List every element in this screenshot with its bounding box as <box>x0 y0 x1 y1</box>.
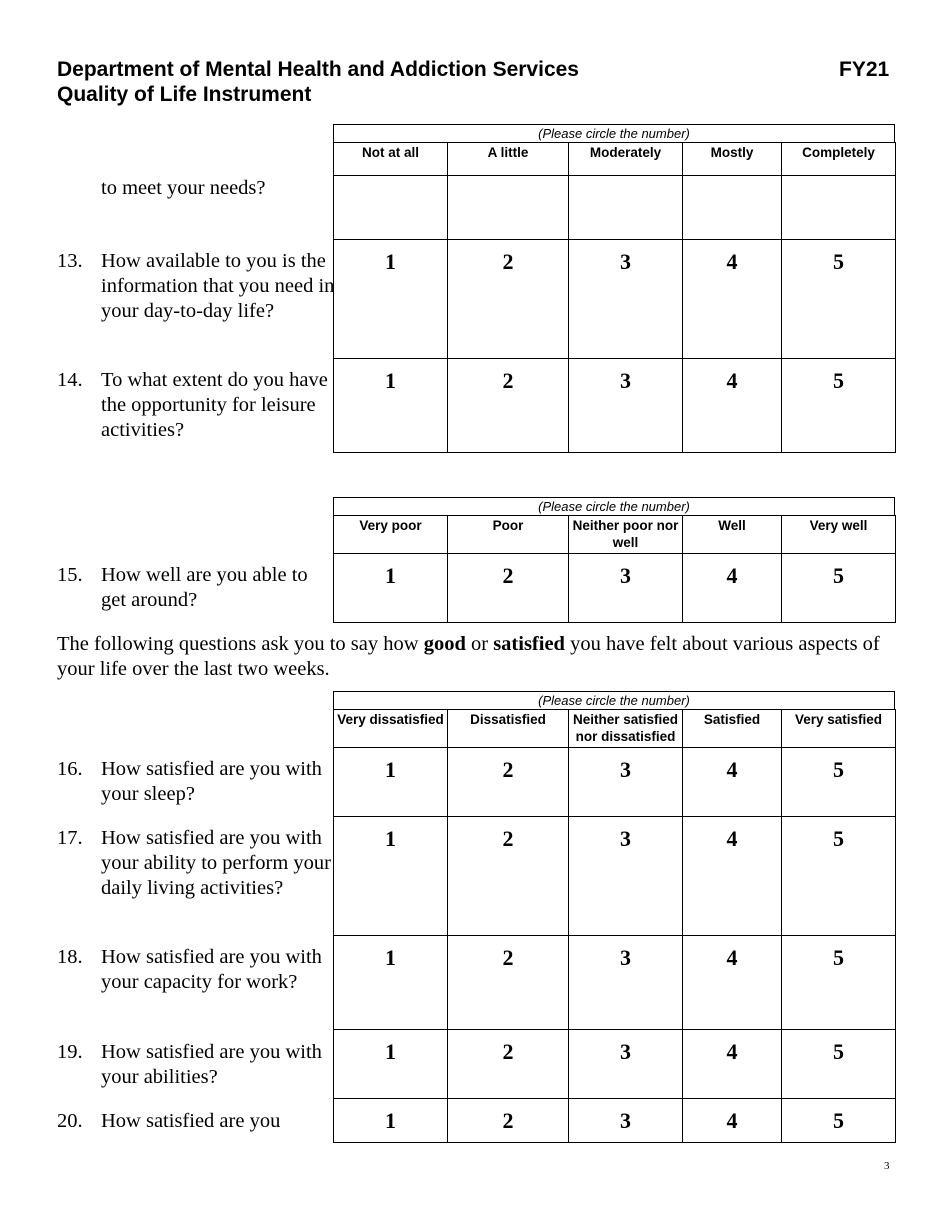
rating-option[interactable]: 4 <box>683 936 782 1030</box>
scale-header-moderately: Moderately <box>569 143 683 176</box>
scale-header-well: Well <box>683 516 782 554</box>
rating-option[interactable]: 4 <box>683 1099 782 1143</box>
table-row <box>334 176 896 240</box>
scale-header-mostly: Mostly <box>683 143 782 176</box>
rating-option[interactable]: 1 <box>334 554 448 623</box>
rating-option[interactable]: 3 <box>569 554 683 623</box>
scale-header-neither-poor-nor-well: Neither poor nor well <box>569 516 683 554</box>
response-grid-satisfaction <box>333 691 895 1143</box>
circle-instruction: (Please circle the number) <box>333 124 895 142</box>
table-row <box>334 1030 896 1099</box>
rating-option[interactable]: 5 <box>782 240 896 359</box>
rating-option[interactable]: 4 <box>683 1030 782 1099</box>
scale-header-very-poor: Very poor <box>334 516 448 554</box>
scale-header-neither-satisfied-nor-dissatisfied: Neither satisfied nor dissatisfied <box>569 710 683 748</box>
rating-option[interactable]: 5 <box>782 1030 896 1099</box>
table-row <box>334 748 896 817</box>
table-row <box>334 554 896 623</box>
rating-option[interactable]: 2 <box>448 1030 569 1099</box>
scale-header-completely: Completely <box>782 143 896 176</box>
circle-instruction: (Please circle the number) <box>333 497 895 515</box>
table-row <box>334 240 896 359</box>
rating-option[interactable]: 4 <box>683 240 782 359</box>
rating-option[interactable]: 2 <box>448 554 569 623</box>
rating-option[interactable]: 1 <box>334 817 448 936</box>
rating-option[interactable]: 3 <box>569 1099 683 1143</box>
rating-option[interactable]: 1 <box>334 359 448 453</box>
rating-option[interactable]: 4 <box>683 554 782 623</box>
rating-option[interactable]: 2 <box>448 1099 569 1143</box>
rating-option[interactable]: 1 <box>334 1099 448 1143</box>
rating-option[interactable]: 3 <box>569 817 683 936</box>
table-row <box>334 817 896 936</box>
rating-option[interactable]: 4 <box>683 359 782 453</box>
page-number: 3 <box>884 1160 890 1172</box>
rating-option[interactable]: 5 <box>782 554 896 623</box>
rating-option[interactable]: 2 <box>448 359 569 453</box>
scale-header-very-well: Very well <box>782 516 896 554</box>
rating-option[interactable]: 1 <box>334 240 448 359</box>
rating-option[interactable]: 5 <box>782 817 896 936</box>
scale-header-dissatisfied: Dissatisfied <box>448 710 569 748</box>
table-row <box>334 1099 896 1143</box>
rating-option[interactable]: 1 <box>334 748 448 817</box>
response-grid-extent <box>333 124 895 453</box>
table-row <box>334 359 896 453</box>
scale-header-poor: Poor <box>448 516 569 554</box>
rating-option[interactable]: 3 <box>569 359 683 453</box>
rating-option[interactable]: 5 <box>782 936 896 1030</box>
rating-option[interactable]: 2 <box>448 748 569 817</box>
header-subtitle: Quality of Life Instrument <box>57 83 312 106</box>
rating-option[interactable]: 4 <box>683 817 782 936</box>
rating-option[interactable]: 1 <box>334 1030 448 1099</box>
rating-option[interactable]: 2 <box>448 817 569 936</box>
scale-header-satisfied: Satisfied <box>683 710 782 748</box>
header-title: Department of Mental Health and Addiction Services <box>57 58 579 81</box>
scale-header-not-at-all: Not at all <box>334 143 448 176</box>
rating-option[interactable]: 1 <box>334 936 448 1030</box>
scale-header-very-dissatisfied: Very dissatisfied <box>334 710 448 748</box>
rating-option[interactable]: 5 <box>782 1099 896 1143</box>
rating-option[interactable]: 2 <box>448 936 569 1030</box>
rating-option[interactable]: 3 <box>569 240 683 359</box>
rating-option[interactable]: 3 <box>569 936 683 1030</box>
table-row <box>334 936 896 1030</box>
fiscal-year: FY21 <box>839 58 890 81</box>
scale-header-very-satisfied: Very satisfied <box>782 710 896 748</box>
response-grid-wellness <box>333 497 895 623</box>
circle-instruction: (Please circle the number) <box>333 691 895 709</box>
rating-option[interactable]: 4 <box>683 748 782 817</box>
section-intro-paragraph: The following questions ask you to say how good or satisfied you have felt about various aspects of your life over the last two weeks. <box>57 633 880 680</box>
rating-option[interactable]: 5 <box>782 748 896 817</box>
rating-option[interactable]: 3 <box>569 748 683 817</box>
rating-option[interactable]: 2 <box>448 240 569 359</box>
rating-option[interactable]: 3 <box>569 1030 683 1099</box>
rating-option[interactable]: 5 <box>782 359 896 453</box>
scale-header-a-little: A little <box>448 143 569 176</box>
